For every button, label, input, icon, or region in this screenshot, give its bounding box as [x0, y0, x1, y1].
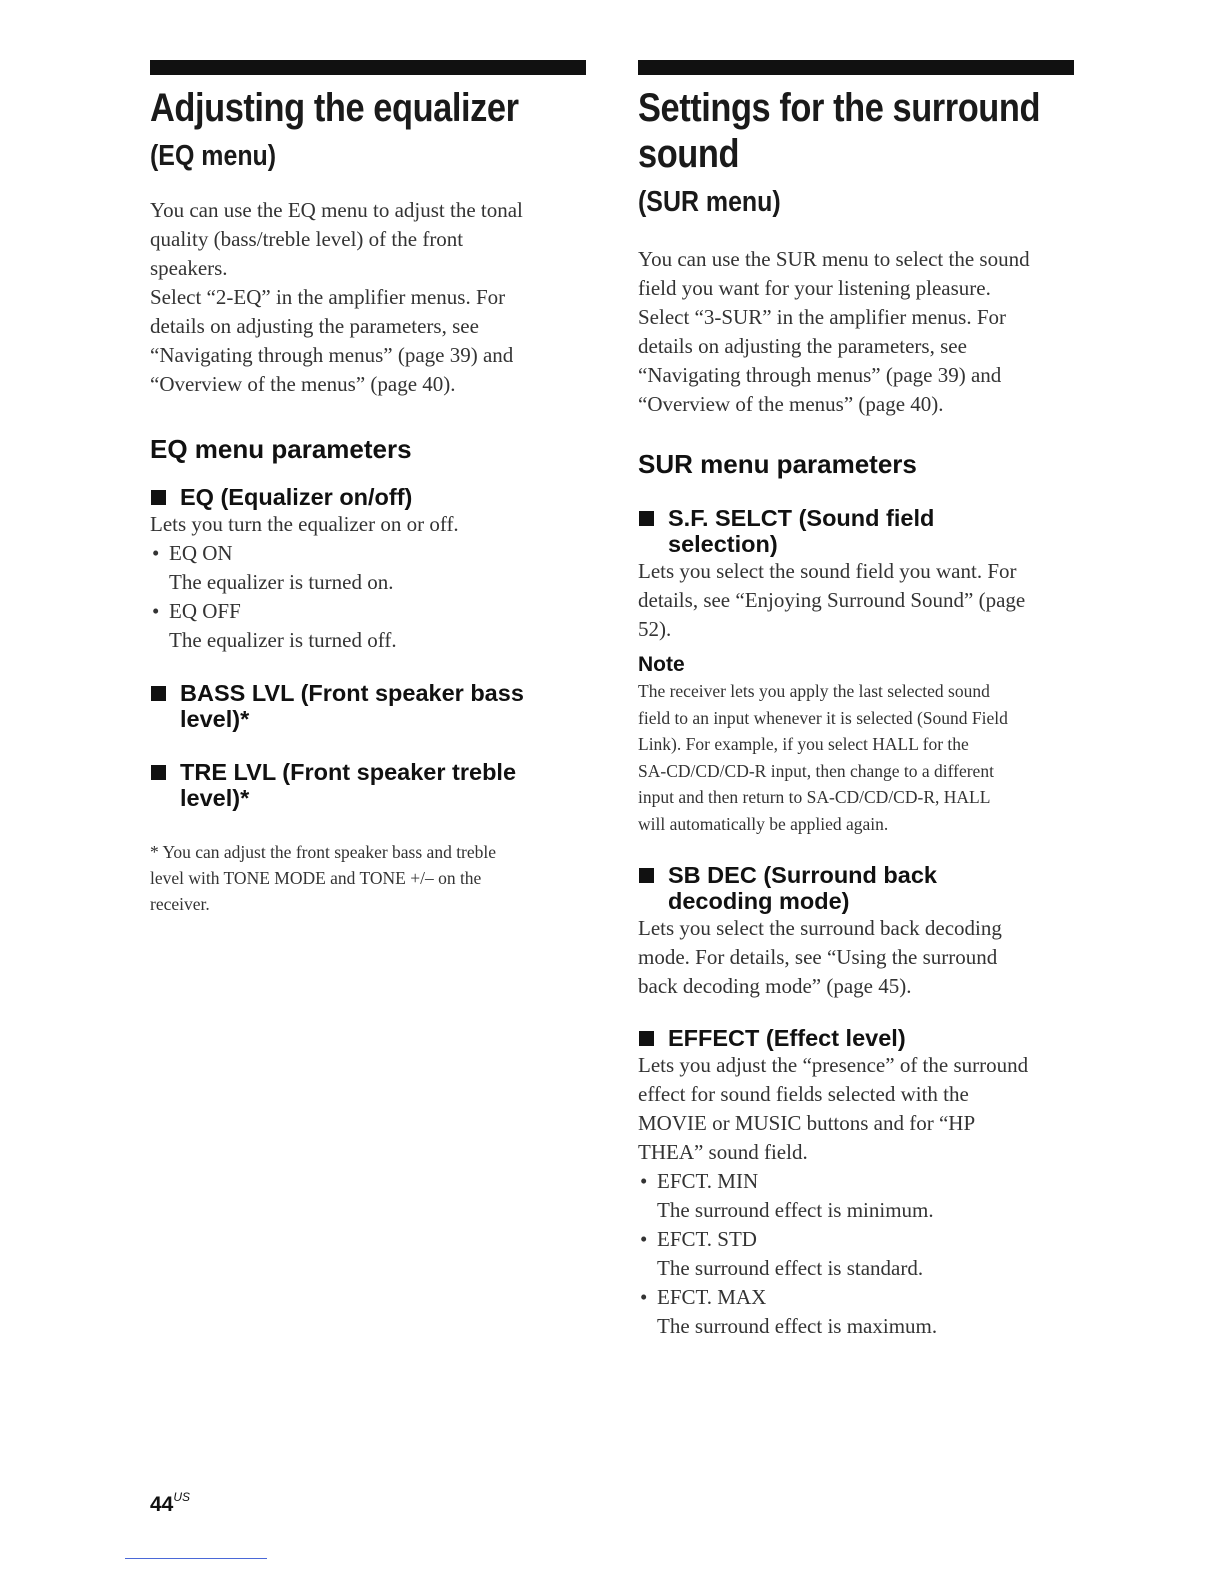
param-heading-sb: SB DEC (Surround back decoding mode)	[638, 862, 1074, 914]
intro-paragraph: You can use the SUR menu to select the sound field you want for your listening pleasure. Select “3-SUR” in the amplifier menus. For details on adjusting the parameters, see “Navigating through menus” (page 39) and “Overview of the menus” (page 40).	[638, 247, 1030, 416]
list-item: • EFCT. MAX	[640, 1285, 767, 1309]
page-title: Adjusting the equalizer	[150, 86, 519, 130]
page-title: Settings for the surround sound	[638, 86, 1041, 176]
title-rule	[638, 60, 1074, 75]
param-effect-desc: Lets you adjust the “presence” of the surround effect for sound fields selected with the MOVIE or MUSIC buttons and for “HP THEA” sound field. • EFCT. MIN The surround effect is minimum. • EFCT. STD The surround effect is standard. • EFCT. MAX The surround effect is maximum.	[638, 1051, 1074, 1341]
param-heading-effect: EFFECT (Effect level)	[638, 1025, 1074, 1051]
page-number: $44^{US}$	[150, 1490, 191, 1516]
param-heading-bass: BASS LVL (Front speaker bass level)*	[150, 680, 586, 732]
page-subtitle: (SUR menu)	[638, 186, 781, 218]
note-body: The receiver lets you apply the last selected sound field to an input whenever it is selected (Sound Field Link). For example, if you select HALL for the SA-CD/CD/CD-R input, then change to a different input and then return to SA-CD/CD/CD-R, HALL will automatically be applied again.	[638, 681, 1008, 834]
intro-paragraph: You can use the EQ menu to adjust the tonal quality (bass/treble level) of the front speakers. Select “2-EQ” in the amplifier menus. For details on adjusting the parameters, see “Navigating through menus” (page 39) and “Overview of the menus” (page 40).	[150, 198, 523, 396]
footnote: * You can adjust the front speaker bass and treble level with TONE MODE and TONE +/– on the receiver.	[150, 842, 497, 914]
param-heading-eq: EQ (Equalizer on/off)	[150, 484, 586, 510]
param-eq-desc: Lets you turn the equalizer on or off. • EQ ON The equalizer is turned on. • EQ OFF The equalizer is turned off.	[150, 510, 586, 655]
list-item: • EFCT. MIN	[640, 1169, 759, 1193]
page-subtitle: (EQ menu)	[150, 140, 277, 172]
param-heading-sf: S.F. SELCT (Sound field selection)	[638, 505, 1074, 557]
section-heading: SUR menu parameters	[638, 449, 917, 479]
square-bullet-icon	[639, 1031, 654, 1046]
note-heading: Note	[638, 653, 685, 676]
list-item: • EQ OFF	[152, 599, 241, 623]
square-bullet-icon	[151, 490, 166, 505]
square-bullet-icon	[639, 511, 654, 526]
bottom-divider	[125, 1558, 267, 1559]
square-bullet-icon	[151, 686, 166, 701]
square-bullet-icon	[639, 868, 654, 883]
title-rule	[150, 60, 586, 75]
square-bullet-icon	[151, 765, 166, 780]
param-sb-desc: Lets you select the surround back decoding mode. For details, see “Using the surround back decoding mode” (page 45).	[638, 916, 1002, 998]
list-item: • EQ ON	[152, 541, 233, 565]
right-column	[638, 60, 1074, 1341]
param-heading-treble: TRE LVL (Front speaker treble level)*	[150, 759, 586, 811]
section-heading: EQ menu parameters	[150, 434, 412, 464]
left-column	[150, 60, 586, 917]
list-item: • EFCT. STD	[640, 1227, 757, 1251]
param-sf-desc: Lets you select the sound field you want. For details, see “Enjoying Surround Sound” (page 52).	[638, 559, 1026, 641]
